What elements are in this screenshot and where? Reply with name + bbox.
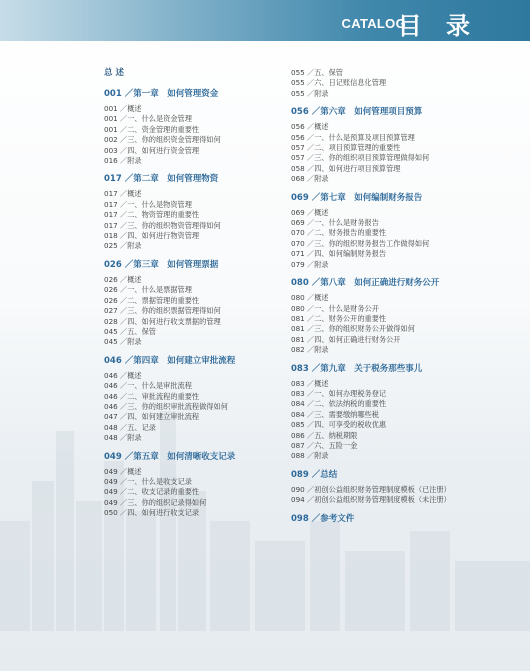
toc-entry[interactable]: 049 ／二、收支记录的重要性 (104, 487, 200, 497)
chapter-heading[interactable]: 080 ／第八章 如何正确进行财务公开 (291, 278, 440, 289)
toc-entry[interactable]: 025 ／附录 (104, 241, 142, 251)
toc-entry[interactable]: 017 ／概述 (104, 189, 142, 199)
toc-section (104, 450, 284, 519)
toc-section (104, 354, 284, 444)
toc-section (291, 105, 511, 184)
toc-entry[interactable]: 090 ／初创公益组织财务管理制度模板（已注册） (291, 484, 451, 494)
toc-entry[interactable]: 070 ／二、财务报告的重要性 (291, 228, 387, 238)
toc-entry[interactable]: 071 ／四、如何编制财务报告 (291, 249, 387, 259)
toc-entry[interactable]: 094 ／初创公益组织财务管理制度模板（未注册） (291, 495, 451, 505)
toc-entry[interactable]: 055 ／六、日记账信息化管理 (291, 78, 387, 88)
catalog-title: 目 录 (397, 12, 478, 40)
toc-entry[interactable]: 084 ／三、需要缴纳哪些税 (291, 409, 379, 419)
chapter-heading[interactable]: 098 ／参考文件 (291, 513, 355, 524)
toc-entry[interactable]: 083 ／概述 (291, 378, 329, 388)
toc-entry[interactable]: 084 ／二、依法纳税的重要性 (291, 399, 387, 409)
toc-section (291, 191, 511, 270)
toc-entry[interactable]: 046 ／二、审批流程的重要性 (104, 391, 200, 401)
toc-entry[interactable]: 049 ／三、你的组织记录得如何 (104, 497, 207, 507)
toc-entry[interactable]: 026 ／二、票据管理的重要性 (104, 295, 200, 305)
chapter-heading[interactable]: 083 ／第九章 关于税务那些事儿 (291, 363, 423, 374)
toc-section (104, 172, 284, 251)
toc-entry[interactable]: 049 ／概述 (104, 466, 142, 476)
toc-entry[interactable]: 057 ／三、你的组织项目预算管理做得如何 (291, 153, 430, 163)
toc-entry[interactable]: 086 ／五、纳税期限 (291, 430, 358, 440)
toc-entry[interactable]: 049 ／一、什么是收支记录 (104, 476, 192, 486)
toc-section (104, 258, 284, 348)
toc-entry[interactable]: 026 ／一、什么是票据管理 (104, 285, 192, 295)
toc-entry[interactable]: 055 ／五、保管 (291, 68, 343, 77)
toc-entry[interactable]: 047 ／四、如何建立审批流程 (104, 412, 200, 422)
toc-entry[interactable]: 017 ／三、你的组织物资管理得如何 (104, 220, 221, 230)
toc-entry[interactable]: 070 ／三、你的组织财务报告工作做得如何 (291, 238, 430, 248)
toc-entry[interactable]: 087 ／六、五险一金 (291, 440, 358, 450)
toc-entry[interactable]: 079 ／附录 (291, 259, 329, 269)
chapter-heading[interactable]: 069 ／第七章 如何编制财务报告 (291, 192, 423, 203)
chapter-heading[interactable]: 001 ／第一章 如何管理资金 (104, 89, 219, 99)
toc-entry[interactable]: 045 ／五、保管 (104, 326, 156, 336)
toc-section (291, 512, 511, 524)
toc-section (291, 468, 511, 506)
summary-heading[interactable]: 总 述 (104, 68, 124, 78)
chapter-heading[interactable]: 049 ／第五章 如何清晰收支记录 (104, 451, 236, 462)
toc-entry[interactable]: 018 ／四、如何进行物资管理 (104, 231, 200, 241)
toc-section (291, 362, 511, 462)
toc-section (104, 66, 284, 78)
toc-entry[interactable]: 081 ／三、你的组织财务公开做得如何 (291, 324, 415, 334)
toc-entry[interactable]: 017 ／二、物资管理的重要性 (104, 210, 200, 220)
toc-entry[interactable]: 081 ／四、如何正确进行财务公开 (291, 334, 401, 344)
toc-entry[interactable]: 056 ／一、什么是预算及项目预算管理 (291, 132, 415, 142)
chapter-heading[interactable]: 046 ／第四章 如何建立审批流程 (104, 355, 236, 366)
toc-section (291, 68, 511, 99)
chapter-heading[interactable]: 017 ／第二章 如何管理物资 (104, 174, 219, 185)
toc-entry[interactable]: 048 ／附录 (104, 433, 142, 443)
toc-entry[interactable]: 069 ／一、什么是财务报告 (291, 218, 379, 228)
toc-section (104, 87, 284, 166)
toc-entry[interactable]: 027 ／三、你的组织票据管理得如何 (104, 306, 221, 316)
toc-entry[interactable]: 083 ／一、如何办理税务登记 (291, 388, 387, 398)
toc-entry[interactable]: 088 ／附录 (291, 451, 329, 461)
toc-entry[interactable]: 028 ／四、如何进行收支票据的管理 (104, 316, 221, 326)
toc-entry[interactable]: 080 ／概述 (291, 293, 329, 303)
toc-entry[interactable]: 069 ／概述 (291, 207, 329, 217)
toc-entry[interactable]: 058 ／四、如何进行项目预算管理 (291, 163, 401, 173)
toc-entry[interactable]: 068 ／附录 (291, 174, 329, 184)
toc-entry[interactable]: 081 ／二、财务公开的重要性 (291, 313, 387, 323)
toc-entry[interactable]: 080 ／一、什么是财务公开 (291, 303, 379, 313)
toc-entry[interactable]: 017 ／一、什么是物资管理 (104, 199, 192, 209)
toc-entry[interactable]: 045 ／附录 (104, 337, 142, 347)
toc-entry[interactable]: 046 ／概述 (104, 370, 142, 380)
toc-entry[interactable]: 056 ／概述 (291, 122, 329, 132)
toc-entry[interactable]: 026 ／概述 (104, 274, 142, 284)
chapter-heading[interactable]: 026 ／第三章 如何管理票据 (104, 259, 219, 270)
toc-entry[interactable]: 003 ／四、如何进行资金管理 (104, 145, 200, 155)
toc-entry[interactable]: 002 ／三、你的组织资金管理得如何 (104, 135, 221, 145)
toc-entry[interactable]: 082 ／附录 (291, 345, 329, 355)
catalog-label: CATALOG (341, 16, 406, 31)
toc-section (291, 276, 511, 355)
chapter-heading[interactable]: 056 ／第六章 如何管理项目预算 (291, 107, 423, 118)
toc-entry[interactable]: 046 ／一、什么是审批流程 (104, 381, 192, 391)
toc-entry[interactable]: 001 ／二、资金管理的重要性 (104, 124, 200, 134)
toc-entry[interactable]: 085 ／四、可享受的税收优惠 (291, 420, 387, 430)
chapter-heading[interactable]: 089 ／总结 (291, 469, 338, 480)
toc-entry[interactable]: 057 ／二、项目预算管理的重要性 (291, 143, 401, 153)
toc-entry[interactable]: 001 ／一、什么是资金管理 (104, 114, 192, 124)
toc-entry[interactable]: 055 ／附录 (291, 88, 329, 98)
toc-entry[interactable]: 046 ／三、你的组织审批流程做得如何 (104, 401, 228, 411)
toc-left-column (104, 66, 284, 522)
header-bar (0, 0, 530, 41)
toc-entry[interactable]: 050 ／四、如何进行收支记录 (104, 508, 200, 518)
toc-entry[interactable]: 016 ／附录 (104, 156, 142, 166)
toc-entry[interactable]: 001 ／概述 (104, 104, 142, 113)
toc-right-column (291, 68, 511, 529)
toc-entry[interactable]: 048 ／五、记录 (104, 422, 156, 432)
